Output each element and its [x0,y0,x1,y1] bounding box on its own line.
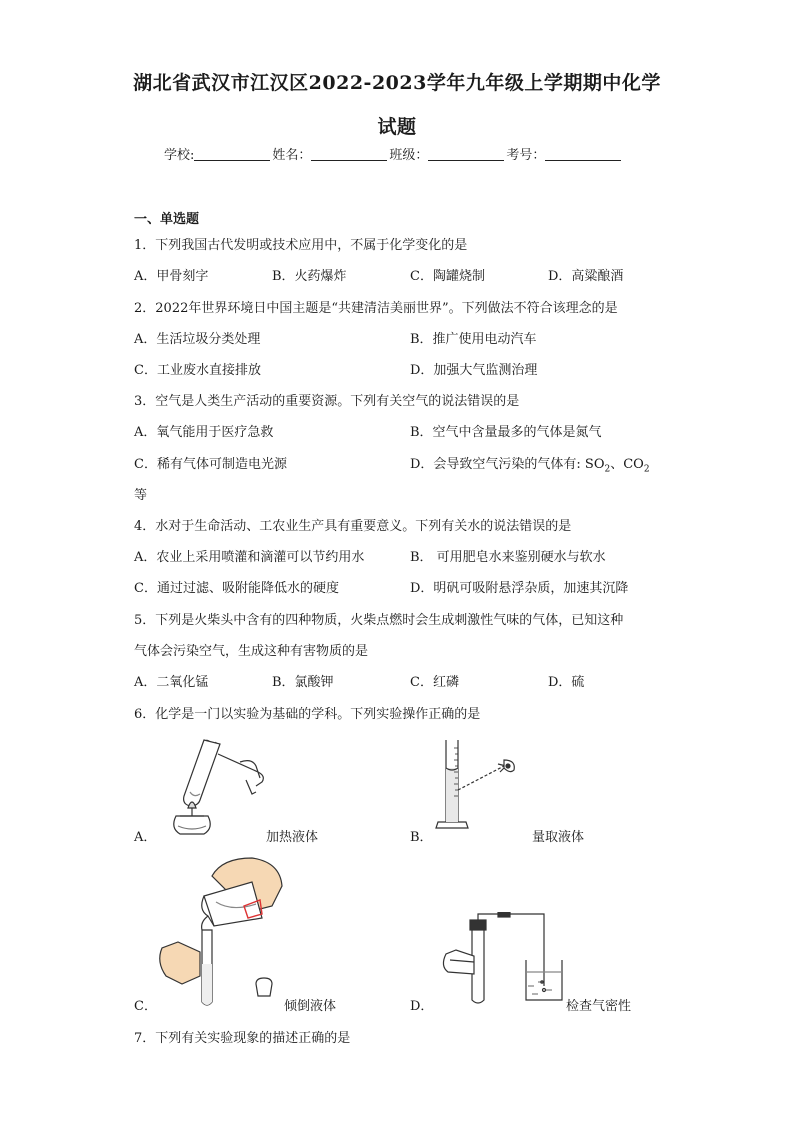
q5-option-b: B．氯酸钾 [272,675,334,690]
number-blank[interactable] [545,147,621,161]
question-1-stem: 1．下列我国古代发明或技术应用中，不属于化学变化的是 [134,238,468,253]
q6-option-d-label: D． [410,999,434,1014]
q3-option-d-text-2: 、CO [610,457,644,472]
heating-liquid-figure [160,736,270,840]
question-5-stem: 5．下列是火柴头中含有的四种物质，火柴点燃时会生成刺激性气味的气体，已知这种 [134,613,624,628]
q3-option-d-text: D．会导致空气污染的气体有: SO [410,457,605,472]
question-5-stem-continued: 气体会污染空气，生成这种有害物质的是 [134,644,369,659]
q5-option-c: C．红磷 [410,675,459,690]
q6-option-b-caption: 量取液体 [532,830,585,845]
q4-option-a: A．农业上采用喷灌和滴灌可以节约用水 [134,550,365,565]
q2-option-a: A．生活垃圾分类处理 [134,332,261,347]
name-label: 姓名： [272,148,312,163]
q3-option-b: B．空气中含量最多的气体是氮气 [410,425,602,440]
pouring-liquid-figure [152,852,292,1012]
q6-option-a-caption: 加热液体 [266,830,319,845]
q1-option-b: B．火药爆炸 [272,269,347,284]
q2-option-c: C．工业废水直接排放 [134,363,261,378]
q1-option-c: C．陶罐烧制 [410,269,485,284]
q3-option-d-continued: 等 [134,488,148,503]
q2-option-b: B．推广使用电动汽车 [410,332,537,347]
name-blank[interactable] [311,147,387,161]
q1-option-d: D．高粱酿酒 [548,269,624,284]
question-4-stem: 4．水对于生命活动、工农业生产具有重要意义。下列有关水的说法错误的是 [134,519,572,534]
question-7-stem: 7．下列有关实验现象的描述正确的是 [134,1031,351,1046]
q6-option-c-caption: 倾倒液体 [284,999,337,1014]
q6-option-a-label: A． [134,830,157,845]
q2-option-d: D．加强大气监测治理 [410,363,538,378]
q3-option-d [410,453,650,475]
class-label: 班级： [389,148,429,163]
student-info-line [164,144,623,163]
question-3-stem: 3．空气是人类生产活动的重要资源。下列有关空气的说法错误的是 [134,394,520,409]
q1-option-a: A．甲骨刻字 [134,269,209,284]
question-6-stem: 6．化学是一门以实验为基础的学科。下列实验操作正确的是 [134,707,481,722]
airtightness-check-figure [438,912,570,1008]
q6-option-c-label: C． [134,999,157,1014]
q4-option-d: D．明矾可吸附悬浮杂质，加速其沉降 [410,581,629,596]
page-title: 湖北省武汉市江汉区2022-2023学年九年级上学期期中化学 [133,72,661,94]
q5-option-a: A．二氧化锰 [134,675,209,690]
measuring-cylinder-figure [432,738,522,834]
number-label: 考号： [506,148,546,163]
q5-option-d: D．硫 [548,675,585,690]
q6-option-b-label: B． [410,830,433,845]
school-label: 学校: [164,148,195,163]
class-blank[interactable] [428,147,504,161]
q3-subscript-2: 2 [643,464,650,475]
school-blank[interactable] [194,147,270,161]
q3-subscript-1: 2 [604,464,611,475]
q4-option-c: C．通过过滤、吸附能降低水的硬度 [134,581,339,596]
q3-option-a: A．氧气能用于医疗急救 [134,425,274,440]
section-heading: 一、单选题 [134,212,200,227]
q4-option-b: B． 可用肥皂水来鉴别硬水与软水 [410,550,606,565]
question-2-stem: 2．2022年世界环境日中国主题是“共建清洁美丽世界”。下列做法不符合该理念的是 [134,301,618,316]
q3-option-c: C．稀有气体可制造电光源 [134,457,287,472]
page-title-continued: 试题 [377,116,417,138]
q6-option-d-caption: 检查气密性 [566,999,632,1014]
